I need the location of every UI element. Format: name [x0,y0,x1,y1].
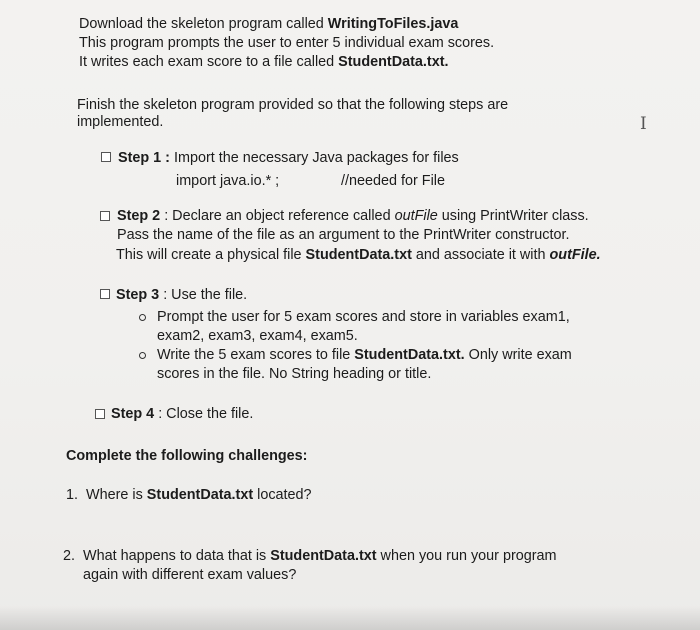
question-2-line-2: again with different exam values? [83,567,297,583]
step-3-bullet-1-line-1: Prompt the user for 5 exam scores and store in variables exam1, [157,309,570,325]
intro-line-2: This program prompts the user to enter 5 individual exam scores. [79,35,495,51]
intro-text: Download the skeleton program called [79,16,328,32]
step-3-bullet-2-icon [139,352,146,359]
step-1-line-1 [118,149,459,167]
step-3-line-1 [116,286,247,304]
question-2-number: 2. [63,548,76,564]
question-1-filename: StudentData.txt [146,487,254,503]
question-1-text: Where is [86,487,147,503]
finish-line-2: implemented. [77,114,164,130]
step-2-line-1 [117,207,589,225]
step-2-text-suffix: using PrintWriter class. [437,208,589,224]
question-1-suffix: located? [253,487,312,503]
step-2-checkbox-icon [100,211,110,221]
question-1 [66,486,312,504]
step-1-comment: //needed for File [341,173,445,189]
step-2-line-3 [116,246,601,264]
step-3-bullet-1-icon [139,314,146,321]
step-4-text: : Close the file. [158,406,254,422]
step-3-bullet-2-suffix: Only write exam [464,347,572,363]
step-1-label: Step 1 : [118,150,170,166]
step-3-bullet-2-filename: StudentData.txt. [354,347,465,363]
step-3-checkbox-icon [100,289,110,299]
skeleton-filename: WritingToFiles.java [327,16,459,32]
step-3-bullet-1-line-2: exam2, exam3, exam4, exam5. [157,328,358,344]
challenges-heading: Complete the following challenges: [66,448,308,464]
step-2-outfile: outFile [394,208,438,224]
step-3-bullet-2-line-1 [157,346,572,364]
step-1-text: Import the necessary Java packages for files [173,150,459,166]
step-4-checkbox-icon [95,409,105,419]
question-1-number: 1. [66,487,79,503]
finish-line-1: Finish the skeleton program provided so that the following steps are [77,97,509,113]
text-cursor-icon: I [640,114,647,134]
step-4-label: Step 4 [111,406,155,422]
step-2-text: : Declare an object reference called [164,208,395,224]
step-3-bullet-2-text: Write the 5 exam scores to file [157,347,355,363]
step-2-text-mid: and associate it with [411,247,550,263]
output-filename: StudentData.txt. [338,54,449,70]
photo-shadow [0,606,700,630]
step-2-label: Step 2 [117,208,161,224]
intro-line-3 [79,53,449,71]
intro-text: It writes each exam score to a file called [79,54,339,70]
intro-line-1 [79,15,458,33]
question-2-suffix: when you run your program [376,548,557,564]
step-4-line-1 [111,405,253,423]
question-2-line-1 [63,547,557,565]
step-1-code: import java.io.* ; [176,173,280,189]
step-3-bullet-2-line-2: scores in the file. No String heading or title. [157,366,432,382]
step-2-text: This will create a physical file [116,247,306,263]
step-3-text: : Use the file. [163,287,248,303]
question-2-filename: StudentData.txt [270,548,377,564]
step-2-filename: StudentData.txt [305,247,412,263]
step-3-label: Step 3 [116,287,160,303]
step-2-line-2: Pass the name of the file as an argument to the PrintWriter constructor. [117,227,570,243]
step-2-outfile-ref: outFile. [549,247,601,263]
step-1-checkbox-icon [101,152,111,162]
question-2-text: What happens to data that is [83,548,271,564]
